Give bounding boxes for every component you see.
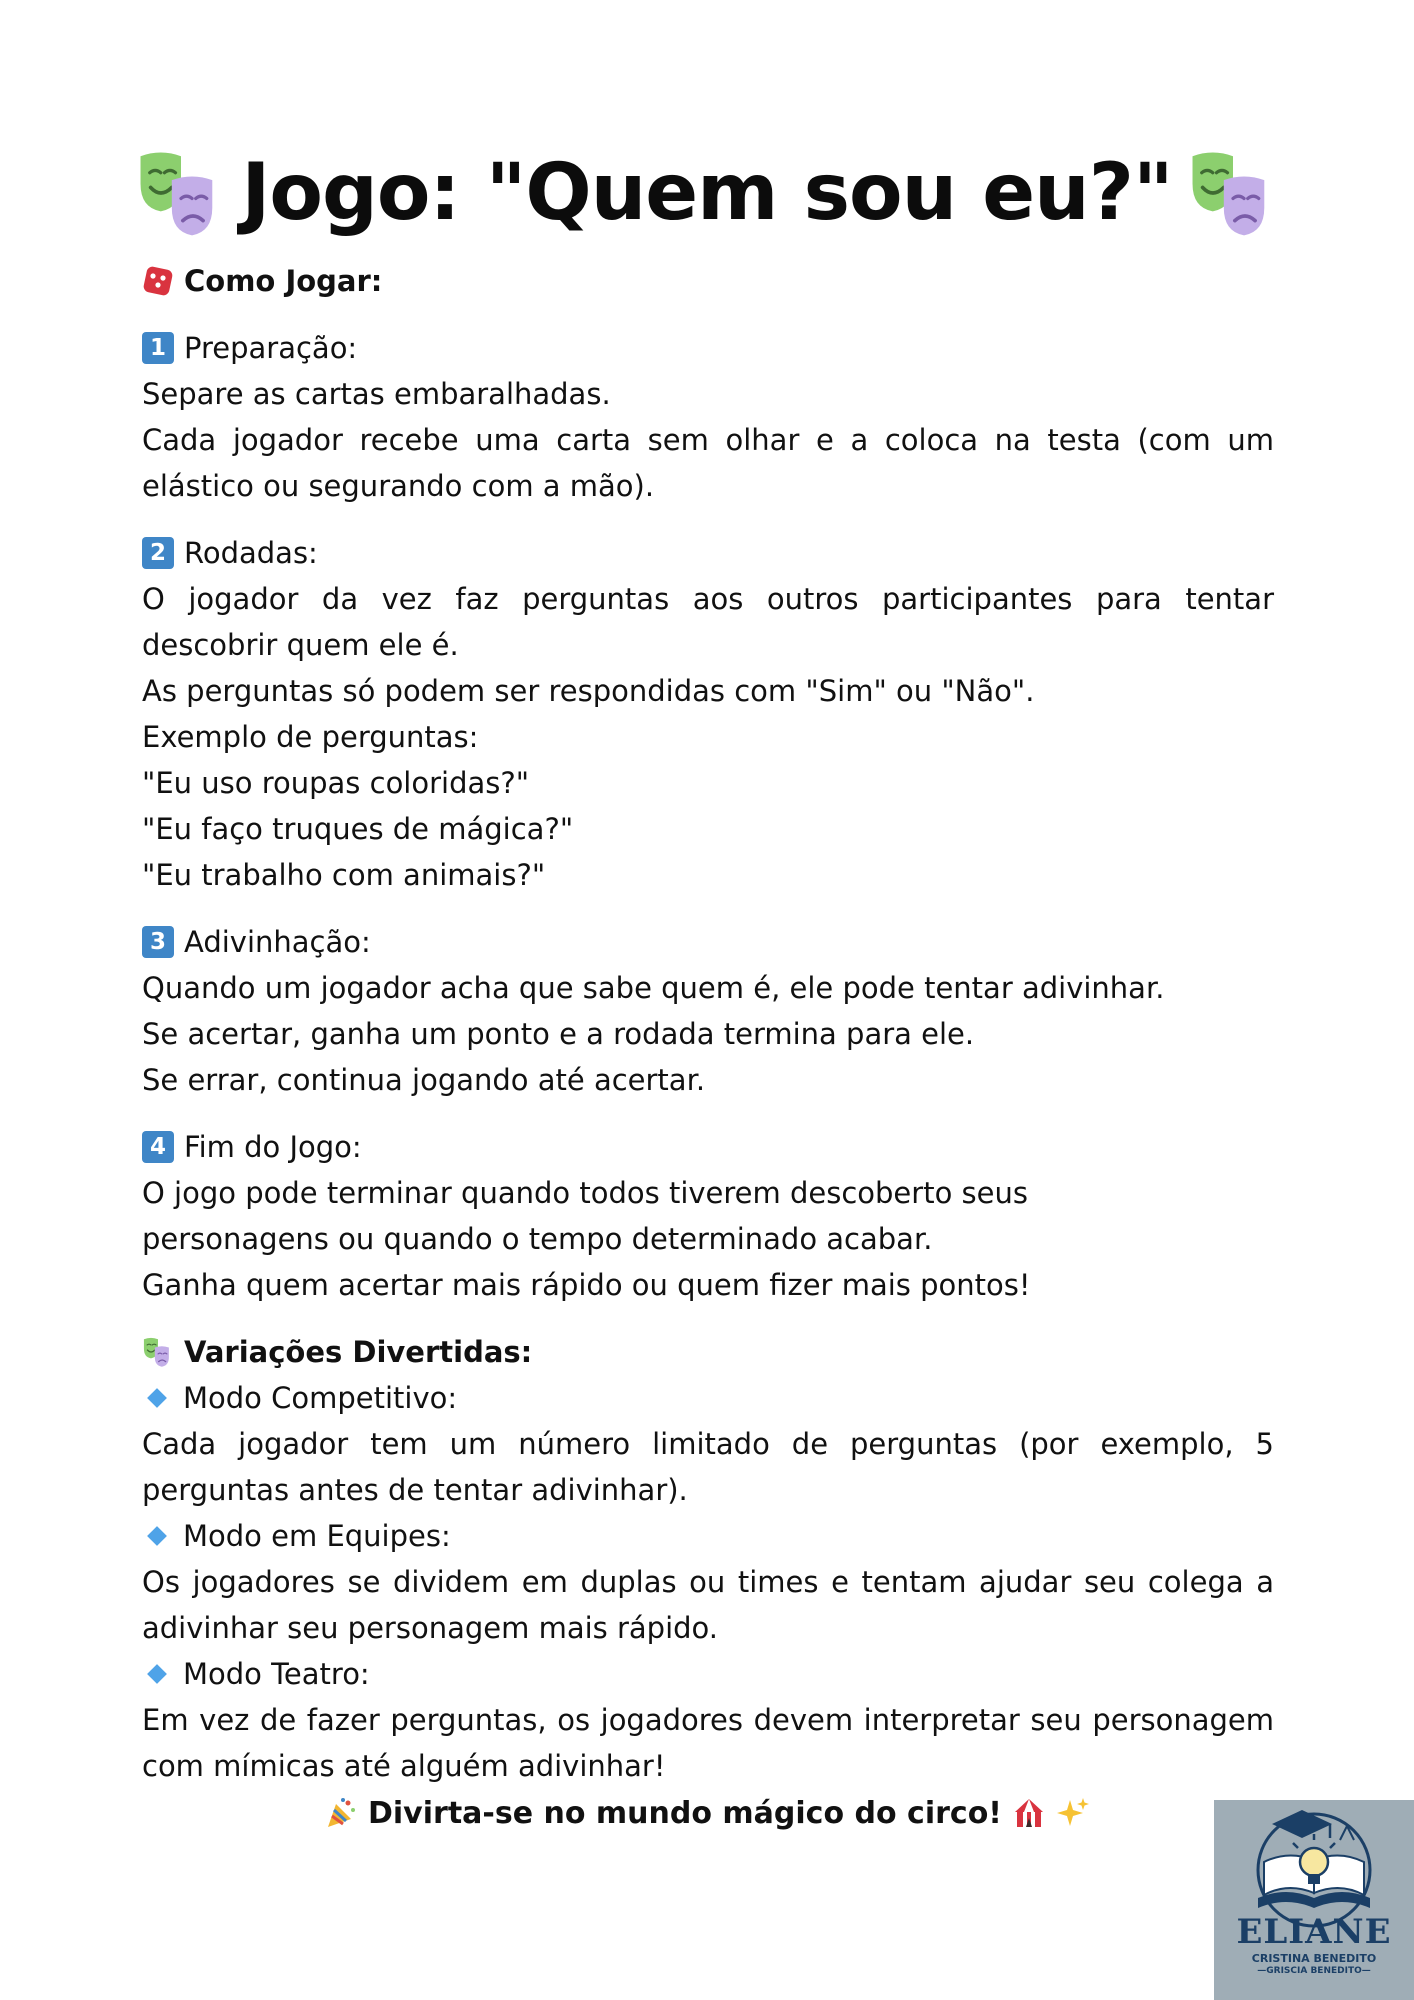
how-to-play-heading: [142, 258, 1274, 304]
variation-title: Modo Competitivo:: [183, 1381, 458, 1415]
variation-heading: [142, 1651, 1274, 1697]
example-question: "Eu uso roupas coloridas?": [142, 766, 530, 800]
step-title: Preparação:: [184, 331, 358, 365]
logo-subtitle: CRISTINA BENEDITO: [1251, 1952, 1377, 1965]
step-heading: [142, 1124, 1274, 1170]
closing-text: Divirta-se no mundo mágico do circo!: [368, 1795, 1002, 1831]
variation-text: Em vez de fazer perguntas, os jogadores devem interpretar seu personagem com mímicas até alguém adivinhar!: [142, 1703, 1274, 1783]
step-heading: [142, 325, 1274, 371]
step-text: O jogo pode terminar quando todos tiverem descoberto seus: [142, 1176, 1028, 1210]
variations-heading: [142, 1329, 1274, 1375]
step-heading: [142, 919, 1274, 965]
title-row: [0, 138, 1414, 248]
variation-title: Modo em Equipes:: [183, 1519, 451, 1553]
variations-section: [142, 1329, 1274, 1789]
blue-diamond-icon: [147, 1388, 167, 1408]
example-question: "Eu trabalho com animais?": [142, 858, 546, 892]
step-text: Ganha quem acertar mais rápido ou quem fizer mais pontos!: [142, 1268, 1031, 1302]
circus-tent-icon: [1012, 1796, 1046, 1830]
step-section-1: [142, 325, 1274, 509]
step-text: Se errar, continua jogando até acertar.: [142, 1063, 706, 1097]
step-text: personagens ou quando o tempo determinado acabar.: [142, 1222, 933, 1256]
step-title: Rodadas:: [184, 536, 318, 570]
sparkles-icon: [1056, 1796, 1090, 1830]
step-section-3: [142, 919, 1274, 1103]
step-text: As perguntas só podem ser respondidas com "Sim" ou "Não".: [142, 674, 1035, 708]
step-title: Fim do Jogo:: [184, 1130, 362, 1164]
example-question: "Eu faço truques de mágica?": [142, 812, 574, 846]
logo-name: ELIANE: [1236, 1912, 1392, 1952]
step-text: Exemplo de perguntas:: [142, 720, 479, 754]
document-body: [142, 258, 1274, 1789]
step-heading: [142, 530, 1274, 576]
variation-text: Os jogadores se dividem em duplas ou times e tentam ajudar seu colega a adivinhar seu personagem mais rápido.: [142, 1565, 1274, 1645]
variation-heading: [142, 1513, 1274, 1559]
theater-masks-icon: [135, 147, 227, 239]
blue-diamond-icon: [147, 1526, 167, 1546]
variation-heading: [142, 1375, 1274, 1421]
variation-title: Modo Teatro:: [183, 1657, 370, 1691]
how-to-play-label: Como Jogar:: [184, 264, 383, 298]
step-title: Adivinhação:: [184, 925, 371, 959]
step-text: Separe as cartas embaralhadas.: [142, 377, 611, 411]
party-popper-icon: [324, 1796, 358, 1830]
step-text: Cada jogador recebe uma carta sem olhar e a coloca na testa (com um elástico ou segurando com a mão).: [142, 423, 1274, 503]
step-text: O jogador da vez faz perguntas aos outros participantes para tentar descobrir quem ele é.: [142, 582, 1274, 662]
game-die-icon: [142, 265, 174, 297]
keycap-1-icon: 1: [142, 332, 174, 364]
step-text: Quando um jogador acha que sabe quem é, ele pode tentar adivinhar.: [142, 971, 1165, 1005]
keycap-2-icon: 2: [142, 537, 174, 569]
step-text: Se acertar, ganha um ponto e a rodada termina para ele.: [142, 1017, 975, 1051]
logo-subtitle: —GRISCIA BENEDITO—: [1257, 1966, 1371, 1976]
step-section-4: [142, 1124, 1274, 1308]
author-logo: [1214, 1800, 1414, 2000]
variations-label: Variações Divertidas:: [184, 1335, 533, 1369]
keycap-3-icon: 3: [142, 926, 174, 958]
keycap-4-icon: 4: [142, 1131, 174, 1163]
page-title: Jogo: "Quem sou eu?": [241, 148, 1173, 238]
variation-text: Cada jogador tem um número limitado de perguntas (por exemplo, 5 perguntas antes de tentar adivinhar).: [142, 1427, 1274, 1507]
closing-line: [0, 1790, 1414, 1836]
blue-diamond-icon: [147, 1664, 167, 1684]
theater-masks-icon: [1187, 147, 1279, 239]
theater-masks-icon: [142, 1336, 174, 1368]
step-section-2: [142, 530, 1274, 898]
